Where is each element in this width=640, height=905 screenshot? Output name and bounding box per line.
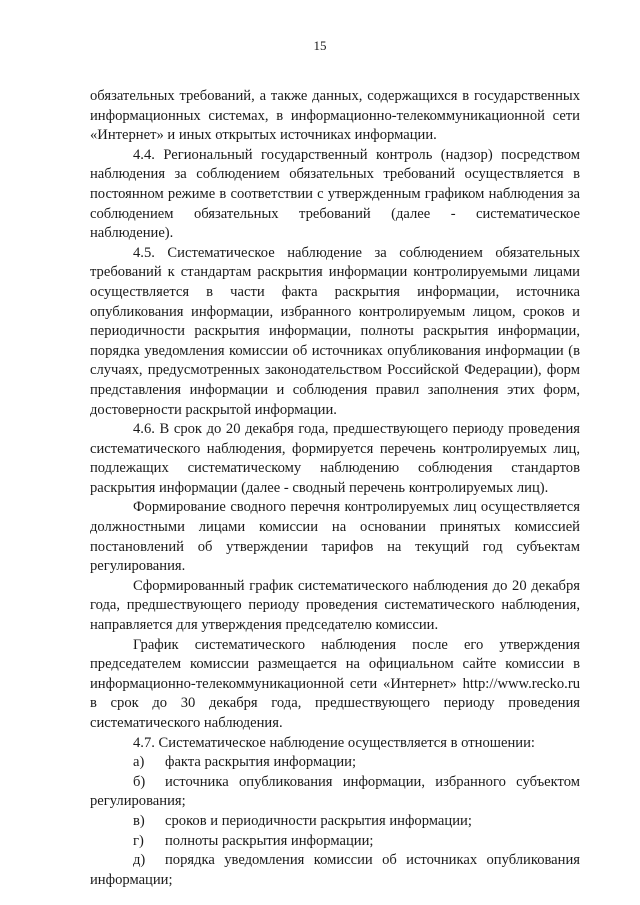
page-number: 15 [313, 38, 327, 53]
list-item-b [90, 773, 580, 812]
paragraph-4-5: 4.5. Систематическое наблюдение за соблюдением обязательных требований к стандартам раскрытия информации контролируемыми лицами осуществляется в части факта раскрытия информации, источника опубликования информации, избранного контролируемым лицом, сроков и периодичности раскрытия информации, полноты раскрытия информации, порядка уведомления комиссии об источниках опубликования информации (в случаях, предусмотренных законодательством Российской Федерации), форм представления информации и соблюдения правил заполнения этих форм, достоверности раскрытой информации. [90, 244, 580, 418]
list-item-g [90, 832, 580, 852]
document-body [90, 87, 580, 890]
paragraph-4-7: 4.7. Систематическое наблюдение осуществляется в отношении: [133, 734, 535, 751]
paragraph-4-6: 4.6. В срок до 20 декабря года, предшествующего периоду проведения систематического наблюдения, формируется перечень контролируемых лиц, подлежащих систематическому наблюдению соблюдения стандартов раскрытия информации (далее - сводный перечень контролируемых лиц). [90, 421, 580, 496]
list-item-v [90, 812, 580, 832]
paragraph-formation: Формирование сводного перечня контролируемых лиц осуществляется должностными лицами комиссии на основании принятых комиссией постановлений об утверждении тарифов на текущий год субъектам регулирования. [90, 499, 580, 575]
paragraph-4-4: 4.4. Региональный государственный контроль (надзор) посредством наблюдения за соблюдением обязательных требований осуществляется в постоянном режиме в соответствии с утвержденным графиком наблюдения за соблюдением обязательных требований (далее - систематическое наблюдение). [90, 146, 580, 242]
paragraph-continuation: обязательных требований, а также данных, содержащихся в государственных информационных системах, в информационно-телекоммуникационной сети «Интернет» и иных открытых источниках информации. [90, 88, 580, 144]
list-text: источника опубликования информации, избранного субъектом регулирования; [90, 773, 580, 810]
list-letter: а) [133, 754, 145, 771]
list-letter: в) [133, 812, 145, 829]
list-item-a [90, 753, 580, 773]
list-text: порядка уведомления комиссии об источниках опубликования информации; [90, 852, 580, 888]
list-text: сроков и периодичности раскрытия информации; [165, 812, 472, 829]
list-letter: д) [133, 852, 146, 869]
list-text: факта раскрытия информации; [165, 754, 357, 771]
paragraph-publication: График систематического наблюдения после его утверждения председателем комиссии размещается на официальном сайте комиссии в информационно-телекоммуникационной сети «Интернет» http://www.recko.ru в срок до 30 декабря года, предшествующего периоду проведения систематического наблюдения. [90, 636, 580, 731]
paragraph-schedule: Сформированный график систематического наблюдения до 20 декабря года, предшествующего периоду проведения систематического наблюдения, направляется для утверждения председателю комиссии. [90, 577, 580, 634]
list-letter: г) [133, 832, 144, 849]
list-letter: б) [133, 773, 146, 790]
list-text: полноты раскрытия информации; [165, 832, 374, 849]
list-item-d [90, 851, 580, 890]
